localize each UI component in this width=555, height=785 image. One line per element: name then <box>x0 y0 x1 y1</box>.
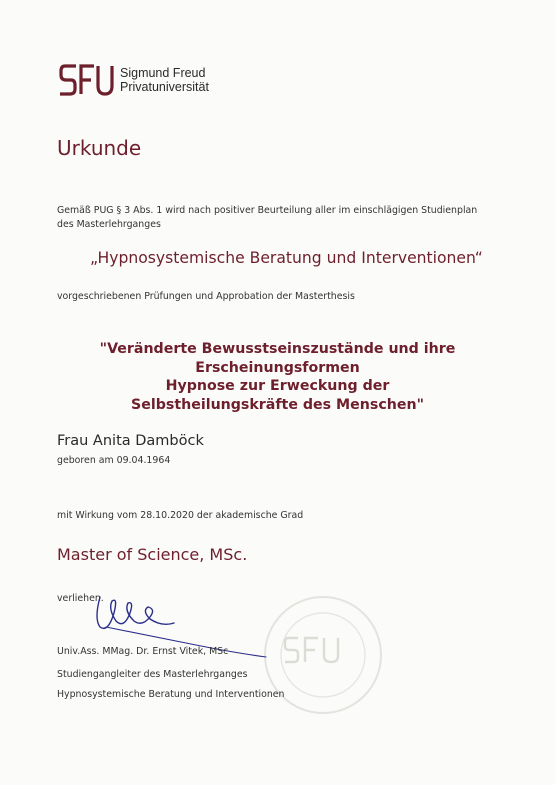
sfu-logo-icon <box>58 60 114 100</box>
signatory-role: Studiengangleiter des Masterlehrganges <box>57 669 248 680</box>
thesis-line-1: "Veränderte Bewusstseinszustände und ihre Erscheinungsformen <box>99 341 456 376</box>
logo-line-2: Privatuniversität <box>120 80 209 94</box>
recipient-birthdate: geboren am 09.04.1964 <box>57 455 171 466</box>
logo-line-1: Sigmund Freud <box>120 66 206 80</box>
signatory-program: Hypnosystemische Beratung und Interventionen <box>57 689 285 700</box>
thesis-line-3: Selbstheilungskräfte des Menschen" <box>131 396 424 413</box>
recipient-name: Frau Anita Damböck <box>57 433 204 449</box>
program-name: „Hypnosystemische Beratung und Interventionen“ <box>90 249 483 267</box>
document-title: Urkunde <box>57 136 142 160</box>
conferred-text: verliehen. <box>57 593 104 604</box>
degree-title: Master of Science, MSc. <box>57 545 248 564</box>
thesis-title <box>40 340 515 414</box>
effective-date-text: mit Wirkung vom 28.10.2020 der akademische Grad <box>57 510 304 521</box>
thesis-line-2: Hypnose zur Erweckung der <box>165 378 390 394</box>
signatory-name: Univ.Ass. MMag. Dr. Ernst Vitek, MSc <box>57 646 229 657</box>
intro-line-1: Gemäß PUG § 3 Abs. 1 wird nach positiver Beurteilung aller im einschlägigen Studienplan <box>57 205 478 216</box>
logo-wordmark <box>120 66 209 94</box>
intro-line-2: des Masterlehrganges <box>57 219 161 230</box>
requirements-text: vorgeschriebenen Prüfungen und Approbation der Masterthesis <box>57 291 355 302</box>
university-logo <box>58 60 209 100</box>
